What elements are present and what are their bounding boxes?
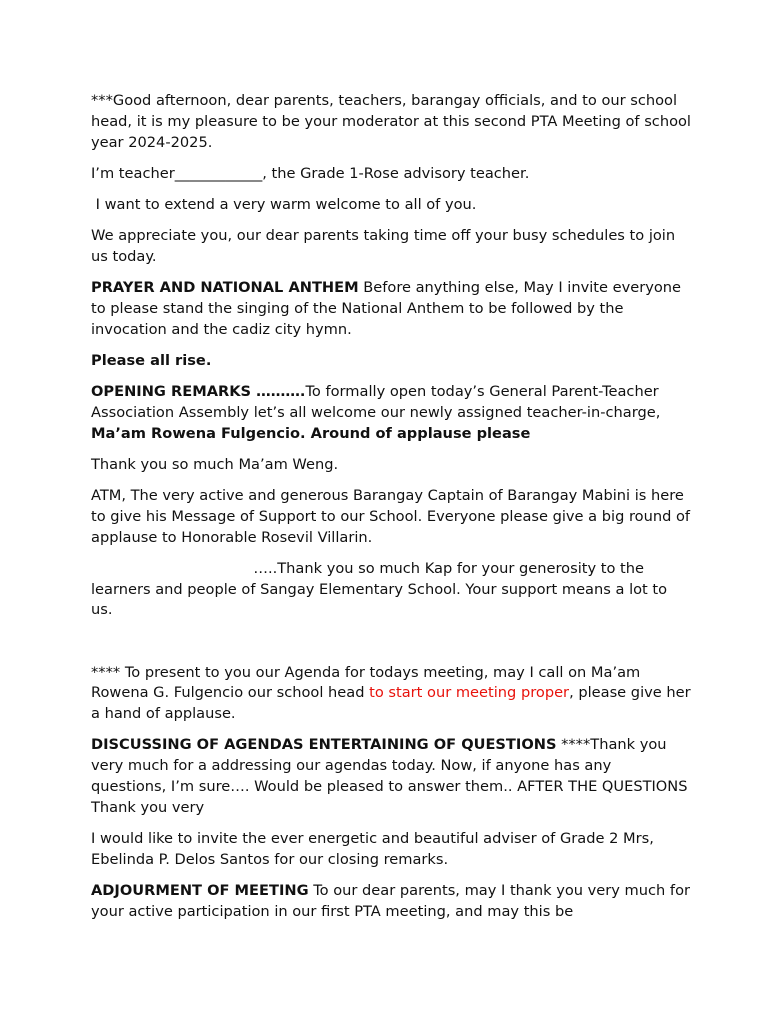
thank-you-weng-paragraph: Thank you so much Ma’am Weng. xyxy=(91,455,339,473)
adjournment-heading: ADJOURMENT OF MEETING xyxy=(91,881,309,899)
agenda-intro-end: , please give her a hand of applause. xyxy=(91,684,691,723)
opening-remarks-bold-end: Ma’am Rowena Fulgencio. Around of applause please xyxy=(91,424,531,442)
barangay-captain-paragraph: ATM, The very active and generous Barangay Captain of Barangay Mabini is here to give his Message of Support to our School. Everyone please give a big round of applause to Honorable Rosevil Villarin. xyxy=(91,487,691,546)
agenda-intro-text: **** To present to you our Agenda for todays meeting, may I call on Ma’am Rowena G. Fulgencio our school head xyxy=(91,663,641,702)
prayer-anthem-paragraph xyxy=(91,278,691,340)
prayer-anthem-heading: PRAYER AND NATIONAL ANTHEM xyxy=(91,279,359,297)
document-page xyxy=(91,91,691,933)
opening-remarks-heading: OPENING REMARKS ………. xyxy=(91,383,306,401)
please-rise-paragraph: Please all rise. xyxy=(91,351,212,369)
teacher-intro-paragraph: I’m teacher____________, the Grade 1-Rose advisory teacher. xyxy=(91,164,530,182)
agendas-questions-heading: DISCUSSING OF AGENDAS ENTERTAINING OF QUESTIONS xyxy=(91,736,557,754)
blank-space xyxy=(91,632,691,663)
agendas-questions-paragraph xyxy=(91,735,691,818)
opening-remarks-paragraph xyxy=(91,382,691,444)
welcome-paragraph: I want to extend a very warm welcome to all of you. xyxy=(91,195,477,213)
opening-remarks-text: To formally open today’s General Parent-Teacher Association Assembly let’s all welcome our newly assigned teacher-in-charge, xyxy=(91,383,661,421)
prayer-anthem-text: Before anything else, May I invite everyone to please stand the singing of the National Anthem to be followed by the invocation and the cadiz city hymn. xyxy=(91,279,681,338)
adjournment-text: To our dear parents, may I thank you very much for your active participation in our first PTA meeting, and may this be xyxy=(91,881,690,920)
agenda-red-text: to start our meeting proper xyxy=(369,684,570,702)
agenda-intro-paragraph xyxy=(91,663,691,725)
closing-remarks-invite-paragraph: I would like to invite the ever energetic and beautiful adviser of Grade 2 Mrs, Ebelinda P. Delos Santos for our closing remarks. xyxy=(91,830,654,868)
thank-you-kap-paragraph: …..Thank you so much Kap for your generosity to the learners and people of Sangay Elementary School. Your support means a lot to us. xyxy=(91,559,672,619)
greeting-paragraph: ***Good afternoon, dear parents, teachers, barangay officials, and to our school head, it is my pleasure to be your moderator at this second PTA Meeting of school year 2024-2025. xyxy=(91,92,691,151)
adjournment-paragraph xyxy=(91,881,691,923)
agendas-questions-text: ****Thank you very much for a addressing our agendas today. Now, if anyone has any questions, I’m sure…. Would be pleased to answer them.. AFTER THE QUESTIONS Thank you very xyxy=(91,736,688,816)
appreciation-paragraph: We appreciate you, our dear parents taking time off your busy schedules to join us today. xyxy=(91,227,676,265)
